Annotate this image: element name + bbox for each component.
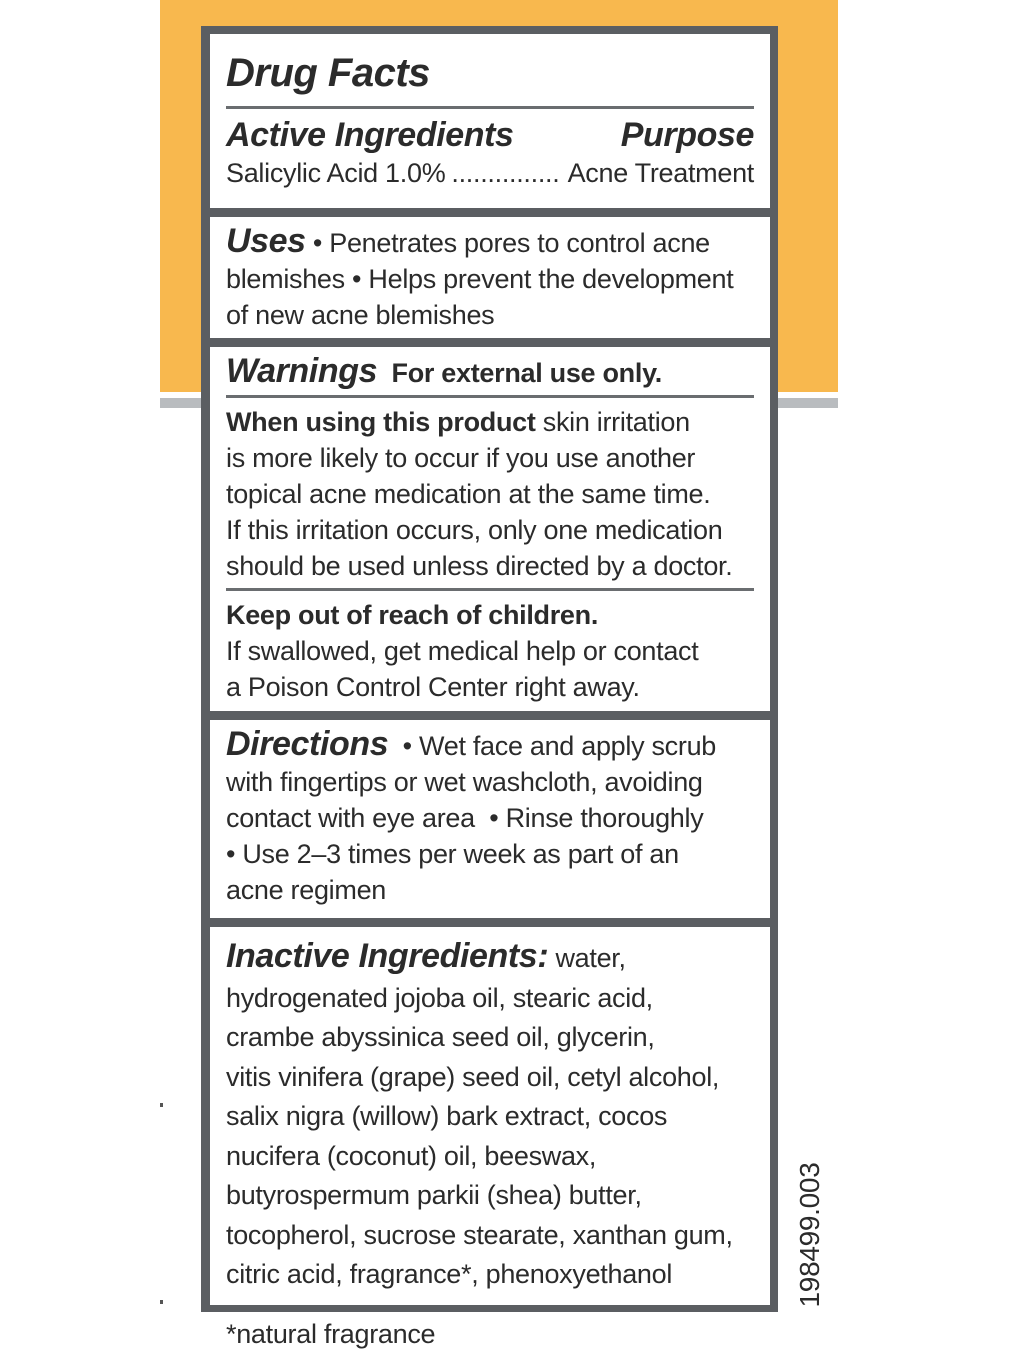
inactive-line-1: water, (555, 943, 626, 973)
uses-line-2: blemishes • Helps prevent the development (226, 264, 734, 294)
inactive-line-2: hydrogenated jojoba oil, stearic acid, (226, 982, 653, 1013)
active-ingredient-row (226, 155, 754, 191)
keep-out-divider (226, 588, 754, 591)
warnings-heading: Warnings (226, 352, 378, 390)
drug-facts-title: Drug Facts (226, 51, 430, 95)
purpose-heading: Purpose (620, 116, 754, 154)
directions-line-1: • Wet face and apply scrub (402, 731, 716, 761)
section-divider (226, 106, 754, 109)
uses-text (226, 217, 754, 333)
when-using-line-3: topical acne medication at the same time. (226, 479, 711, 509)
keep-out-text (226, 597, 754, 705)
inactive-ingredients-section (210, 927, 770, 1305)
inactive-line-8: tocopherol, sucrose stearate, xanthan gum, (226, 1219, 733, 1250)
leader-dots: ............... (451, 158, 560, 188)
uses-line-1: • Penetrates pores to control acne (312, 228, 710, 258)
inactive-ingredients-text (226, 927, 754, 1295)
directions-heading: Directions (226, 725, 389, 763)
print-speck (160, 1103, 163, 1107)
when-using-line-4: If this irritation occurs, only one medication (226, 515, 723, 545)
inactive-line-3: crambe abyssinica seed oil, glycerin, (226, 1022, 655, 1052)
active-ingredient-name: Salicylic Acid 1.0% (226, 158, 446, 188)
uses-heading: Uses (226, 222, 306, 260)
when-using-heading: When using this product (226, 407, 536, 437)
inactive-line-4: vitis vinifera (grape) seed oil, cetyl alcohol, (226, 1061, 720, 1092)
swallow-line-1: If swallowed, get medical help or contact (226, 636, 699, 666)
inactive-line-6: nucifera (coconut) oil, beeswax, (226, 1140, 597, 1171)
directions-line-4: • Use 2–3 times per week as part of an (226, 839, 679, 869)
warnings-section (210, 347, 770, 711)
keep-out-heading: Keep out of reach of children. (226, 600, 599, 630)
active-ingredient-purpose: Acne Treatment (567, 158, 754, 188)
directions-line-2: with fingertips or wet washcloth, avoiding (226, 767, 703, 797)
lot-code (780, 1160, 840, 1310)
warnings-header-row (226, 347, 754, 391)
directions-line-3: contact with eye area • Rinse thoroughly (226, 803, 704, 833)
uses-line-3: of new acne blemishes (226, 300, 495, 330)
directions-text (226, 720, 754, 908)
when-using-line-1: skin irritation (542, 407, 690, 437)
warnings-divider (226, 395, 754, 398)
swallow-line-2: a Poison Control Center right away. (226, 672, 640, 702)
external-use-note: For external use only. (391, 358, 662, 388)
lot-code-text: 198499.003 (794, 1162, 825, 1308)
drug-facts-header-section (210, 34, 770, 208)
inactive-line-9: citric acid, fragrance*, phenoxyethanol (226, 1259, 673, 1289)
fragrance-footnote: *natural fragrance (226, 1319, 436, 1349)
active-ingredients-heading: Active Ingredients (226, 116, 514, 154)
when-using-line-5: should be used unless directed by a doctor. (226, 551, 733, 581)
when-using-line-2: is more likely to occur if you use another (226, 443, 696, 473)
directions-section (210, 720, 770, 918)
active-ingredients-header-row (226, 115, 754, 155)
inactive-line-7: butyrospermum parkii (shea) butter, (226, 1180, 642, 1210)
uses-section (210, 217, 770, 338)
directions-line-5: acne regimen (226, 875, 386, 905)
inactive-line-5: salix nigra (willow) bark extract, cocos (226, 1101, 668, 1131)
when-using-text (226, 404, 754, 584)
inactive-ingredients-heading: Inactive Ingredients: (226, 937, 549, 975)
print-speck (160, 1300, 163, 1304)
